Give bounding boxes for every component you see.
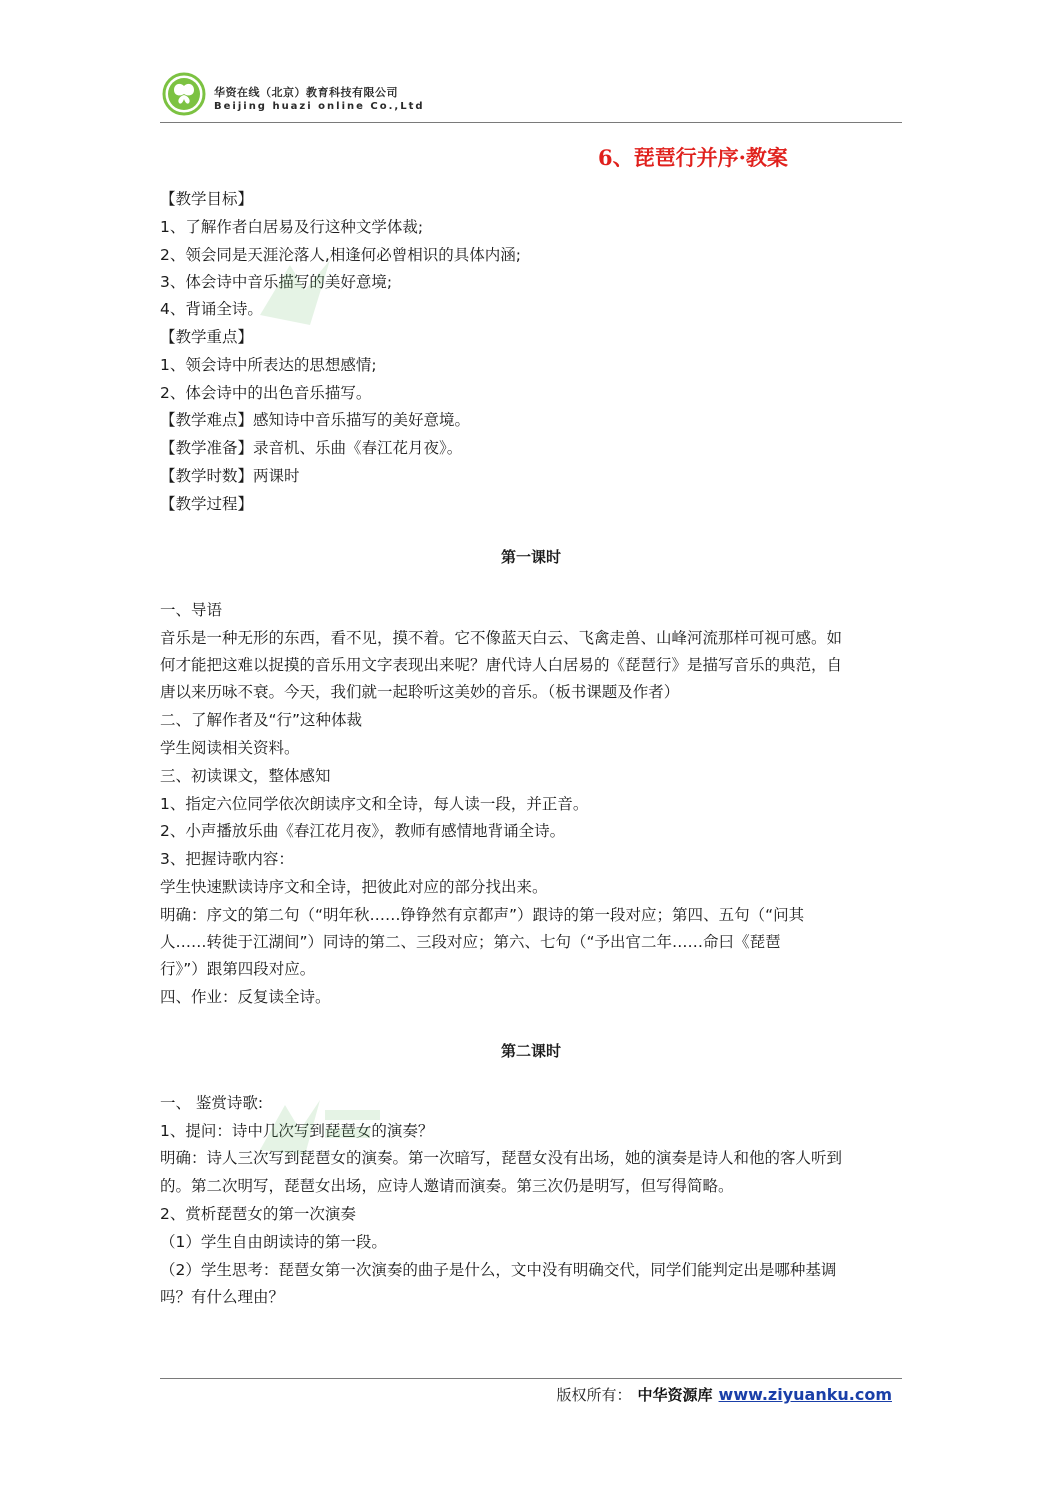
intro-line: 1、领会诗中所表达的思想感情; <box>160 356 377 374</box>
body-line: 学生快速默读诗序文和全诗，把彼此对应的部分找出来。 <box>160 878 548 896</box>
body-line: 音乐是一种无形的东西，看不见，摸不着。它不像蓝天白云、飞禽走兽、山峰河流那样可视可感。如 <box>160 629 843 647</box>
body-line: 吗？有什么理由？ <box>160 1288 285 1306</box>
body-line: 2、小声播放乐曲《春江花月夜》，教师有感情地背诵全诗。 <box>160 822 566 840</box>
intro-line: 4、背诵全诗。 <box>160 300 263 318</box>
body-line: 何才能把这难以捉摸的音乐用文字表现出来呢？唐代诗人白居易的《琵琶行》是描写音乐的典范，自 <box>160 656 843 674</box>
butterfly-logo-icon <box>162 72 206 116</box>
body-line: （2）学生思考：琵琶女第一次演奏的曲子是什么，文中没有明确交代，同学们能判定出是哪种基调 <box>160 1261 837 1279</box>
body-line: 学生阅读相关资料。 <box>160 739 300 757</box>
body-line: 四、作业：反复读全诗。 <box>160 988 331 1006</box>
body-line: 行》”）跟第四段对应。 <box>160 960 316 978</box>
intro-line: 【教学难点】感知诗中音乐描写的美好意境。 <box>160 411 471 429</box>
body-line: 一、 鉴赏诗歌: <box>160 1094 264 1112</box>
copyright-label: 版权所有： <box>556 1386 632 1404</box>
section-heading-2: 第二课时 <box>500 1042 561 1060</box>
company-name-cn: 华资在线（北京）教育科技有限公司 <box>214 86 398 99</box>
document-title: 6、琵琶行并序·教案 <box>598 145 788 170</box>
body-line: 3、把握诗歌内容： <box>160 850 294 868</box>
company-name-en: Beijing huazi online Co.,Ltd <box>214 101 425 112</box>
page-footer <box>557 1384 893 1405</box>
section-heading-1: 第一课时 <box>500 548 561 566</box>
intro-line: 2、领会同是天涯沦落人,相逢何必曾相识的具体内涵; <box>160 246 522 264</box>
body-line: 1、指定六位同学依次朗读序文和全诗，每人读一段，并正音。 <box>160 795 589 813</box>
intro-line: 1、了解作者白居易及行这种文学体裁; <box>160 218 424 236</box>
body-line: 的。第二次明写，琵琶女出场，应诗人邀请而演奏。第三次仍是明写，但写得简略。 <box>160 1177 734 1195</box>
intro-line: 2、体会诗中的出色音乐描写。 <box>160 384 372 402</box>
body-line: 唐以来历咏不衰。今天，我们就一起聆听这美妙的音乐。（板书课题及作者） <box>160 683 680 701</box>
page-header <box>160 70 902 122</box>
site-link[interactable]: www.ziyuanku.com <box>718 1385 892 1404</box>
brand-name: 中华资源库 <box>637 1386 713 1404</box>
body-line: 明确：序文的第二句（“明年秋……铮铮然有京都声”）跟诗的第一段对应；第四、五句（“问其 <box>160 906 805 924</box>
header-divider <box>160 122 902 123</box>
intro-line: 【教学目标】 <box>160 190 254 208</box>
intro-line: 【教学重点】 <box>160 328 254 346</box>
footer-divider <box>160 1378 902 1379</box>
body-line: （1）学生自由朗读诗的第一段。 <box>160 1233 387 1251</box>
body-line: 三、初读课文，整体感知 <box>160 767 331 785</box>
body-line: 1、提问：诗中几次写到琵琶女的演奏？ <box>160 1122 434 1140</box>
intro-line: 【教学过程】 <box>160 495 254 513</box>
body-line: 二、了解作者及“行”这种体裁 <box>160 711 363 729</box>
intro-line: 【教学准备】录音机、乐曲《春江花月夜》。 <box>160 439 463 457</box>
body-line: 2、赏析琵琶女的第一次演奏 <box>160 1205 356 1223</box>
intro-line: 3、体会诗中音乐描写的美好意境; <box>160 273 393 291</box>
body-line: 一、导语 <box>160 601 223 619</box>
body-line: 人……转徙于江湖间”）同诗的第二、三段对应；第六、七句（“予出官二年……命曰《琵琶 <box>160 933 781 951</box>
body-line: 明确：诗人三次写到琵琶女的演奏。第一次暗写，琵琶女没有出场，她的演奏是诗人和他的客人听到 <box>160 1149 843 1167</box>
intro-line: 【教学时数】两课时 <box>160 467 300 485</box>
